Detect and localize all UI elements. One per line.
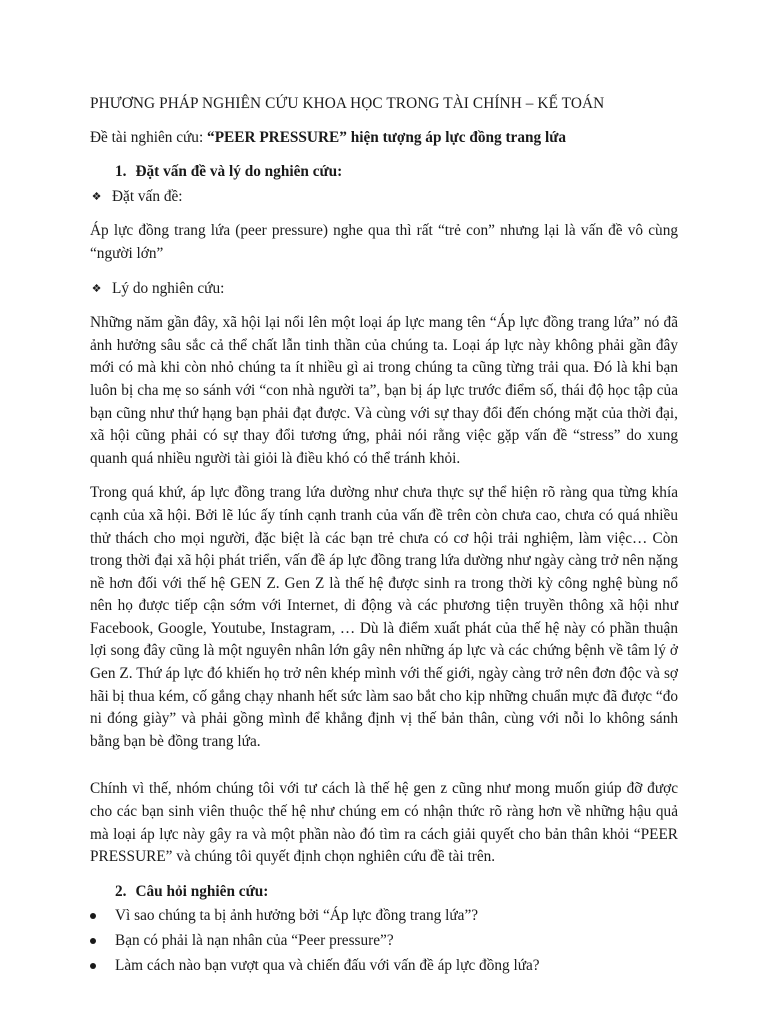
- research-questions-list: [90, 905, 678, 977]
- section-2-number: 2.: [115, 882, 127, 900]
- list-item: [90, 955, 678, 978]
- section-1-number: 1.: [115, 163, 127, 181]
- subsection-label: Lý do nghiên cứu:: [112, 279, 225, 297]
- list-item: [90, 905, 678, 928]
- subsection-ly-do-nghien-cuu: [90, 278, 678, 301]
- topic-prefix: Đề tài nghiên cứu:: [90, 128, 208, 146]
- bullet-dot-icon: [90, 963, 96, 969]
- question-text: Làm cách nào bạn vượt qua và chiến đấu với vấn đề áp lực đồng lứa?: [115, 956, 540, 974]
- research-topic: [90, 127, 678, 150]
- paragraph: Chính vì thế, nhóm chúng tôi với tư cách là thế hệ gen z cũng như mong muốn giúp đỡ được cho các bạn sinh viên thuộc thế hệ như chúng em có nhận thức rõ ràng hơn về những hậu quả mà loại áp lực này gây ra và một phần nào đó tìm ra cách giải quyết cho bản thân khỏi “PEER PRESSURE” và chúng tôi quyết định chọn nghiên cứu đề tài trên.: [90, 780, 678, 866]
- bullet-dot-icon: [90, 913, 96, 919]
- section-2-title: Câu hỏi nghiên cứu:: [135, 882, 269, 900]
- paragraph: Trong quá khứ, áp lực đồng trang lứa dường như chưa thực sự thể hiện rõ ràng qua từng khía cạnh của xã hội. Bởi lẽ lúc ấy tính cạnh tranh của vấn đề trên còn chưa cao, chưa có quá nhiều thử thách cho mọi người, đặc biệt là các bạn trẻ chưa có cơ hội trải nghiệm, làm việc… Còn trong thời đại xã hội phát triển, vấn đề áp lực đồng trang lứa dường như ngày càng trở nên nặng nề hơn đối với thế hệ GEN Z. Gen Z là thế hệ được sinh ra trong thời kỳ công nghệ bùng nổ nên họ được tiếp cận sớm với Internet, di động và các phương tiện truyền thông xã hội như Facebook, Google, Youtube, Instagram, … Dù là điểm xuất phát của thế hệ này có phần thuận lợi song đây cũng là một nguyên nhân lớn gây nên những áp lực và các chứng bệnh về tâm lý ở Gen Z. Thứ áp lực đó khiến họ trở nên khép mình với thế giới, ngày càng trở nên đơn độc và sợ hãi bị thua kém, cố gắng chạy nhanh hết sức làm sao bắt cho kịp những chuẩn mực đã được “đo ni đóng giày” và phải gồng mình để khẳng định vị thế bản thân, cùng với nỗi lo không sánh bằng bạn bè đồng trang lứa.: [90, 484, 678, 750]
- paragraph: Những năm gần đây, xã hội lại nổi lên một loại áp lực mang tên “Áp lực đồng trang lứa” nó đã ảnh hưởng sâu sắc cả thể chất lẫn tinh thần của chúng ta. Loại áp lực này không phải gần đây mới có mà khi còn nhỏ chúng ta ít nhiều gì ai trong chúng ta cũng từng trải qua. Đó là khi bạn luôn bị cha mẹ so sánh với “con nhà người ta”, bạn bị áp lực trước điểm số, thái độ học tập của bạn cũng như thứ hạng bạn phải đạt được. Và cùng với sự thay đổi đến chóng mặt của thời đại, xã hội cũng phải có sự thay đổi tương ứng, phải nói rằng việc gặp vấn đề “stress” do xung quanh quá nhiều người tài giỏi là điều khó có thể tránh khỏi.: [90, 314, 678, 467]
- paragraph: Áp lực đồng trang lứa (peer pressure) nghe qua thì rất “trẻ con” nhưng lại là vấn đề vô cùng “người lớn”: [90, 222, 678, 262]
- section-2-heading: [115, 881, 678, 904]
- topic-name: “PEER PRESSURE” hiện tượng áp lực đồng trang lứa: [207, 128, 567, 146]
- question-text: Vì sao chúng ta bị ảnh hưởng bởi “Áp lực đồng trang lứa”?: [115, 907, 479, 925]
- diamond-bullet-icon: ❖: [91, 282, 102, 295]
- document-title: PHƯƠNG PHÁP NGHIÊN CỨU KHOA HỌC TRONG TÀI CHÍNH – KẾ TOÁN: [90, 95, 605, 112]
- diamond-bullet-icon: ❖: [91, 191, 102, 204]
- subsection-dat-van-de: [90, 186, 678, 209]
- question-text: Bạn có phải là nạn nhân của “Peer pressure”?: [115, 932, 394, 949]
- section-1-heading: [115, 161, 678, 184]
- subsection-label: Đặt vấn đề:: [112, 187, 183, 205]
- section-1-title: Đặt vấn đề và lý do nghiên cứu:: [135, 163, 343, 181]
- list-item: [90, 930, 678, 953]
- bullet-dot-icon: [90, 938, 96, 944]
